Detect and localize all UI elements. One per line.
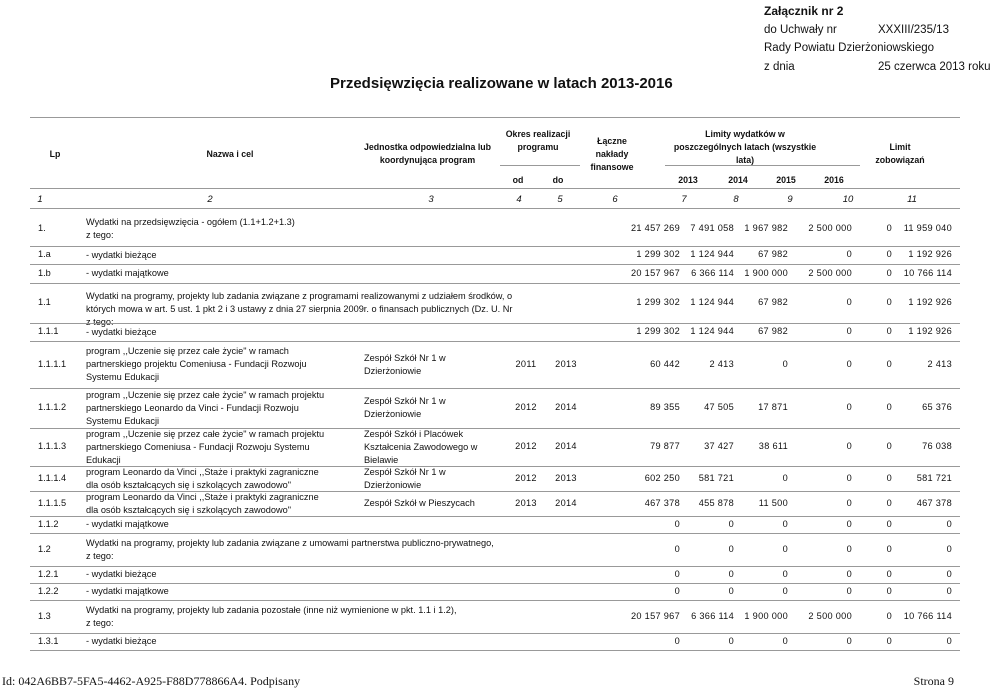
row-y2015: 2 500 000	[808, 610, 852, 621]
row-y2015: 0	[846, 585, 852, 596]
table-top-border	[30, 117, 960, 118]
page-number: Strona 9	[913, 674, 954, 688]
row-y2015: 0	[846, 402, 852, 412]
row-y2014: 0	[782, 358, 788, 369]
row-unit: Zespół Szkół Nr 1 w Dzierżoniowie	[364, 352, 446, 376]
row-y2016: 0	[886, 497, 892, 508]
row-limit: 467 378	[916, 497, 952, 508]
row-od: 2013	[515, 497, 537, 508]
row-divider	[30, 341, 960, 342]
row-total: 0	[674, 543, 680, 554]
row-limit: 581 721	[916, 472, 952, 483]
row-description: Wydatki na programy, projekty lub zadania związane z programami realizowanymi z udziałem środków, o których mowa w art. 5 ust. 1 pkt 2 i 3 ustawy z dnia 27 sierpnia 2009r. o finansach publicznych (Dz. U. Nr z tego:	[86, 291, 513, 327]
row-divider	[30, 264, 960, 265]
row-limit: 0	[946, 518, 952, 529]
row-y2015: 0	[846, 441, 852, 451]
resolution-number: XXXIII/235/13	[878, 23, 949, 36]
row-y2013: 6 366 114	[691, 267, 734, 278]
row-y2013: 37 427	[704, 441, 734, 451]
row-divider	[30, 533, 960, 534]
row-description: - wydatki bieżące	[86, 249, 157, 260]
col-num: 10	[842, 194, 854, 205]
row-total: 0	[674, 585, 680, 596]
header-2014: 2014	[728, 175, 748, 185]
row-y2013: 0	[728, 635, 734, 646]
row-total: 1 299 302	[636, 297, 680, 307]
row-y2016: 0	[886, 441, 892, 451]
row-y2014: 1 900 000	[744, 267, 788, 278]
row-y2015: 0	[846, 568, 852, 579]
row-y2013: 1 124 944	[690, 326, 734, 336]
row-total: 20 157 967	[631, 610, 680, 621]
row-y2014: 1 900 000	[744, 610, 788, 621]
row-lp: 1.1.1.5	[38, 497, 67, 508]
header-total: Łączne nakłady finansowe	[590, 136, 634, 172]
row-y2013: 0	[728, 568, 734, 579]
row-y2016: 0	[886, 585, 892, 596]
row-divider	[30, 516, 960, 517]
row-lp: 1.	[38, 222, 46, 233]
row-description: Wydatki na programy, projekty lub zadania pozostałe (inne niż wymienione w pkt. 1.1 i 1.2), z tego:	[86, 604, 457, 628]
row-limit: 0	[946, 543, 952, 554]
row-y2015: 0	[846, 543, 852, 554]
row-y2014: 0	[782, 568, 788, 579]
row-y2015: 0	[846, 635, 852, 646]
header-limit: Limit zobowiązań	[875, 142, 925, 165]
row-limit: 76 038	[922, 441, 952, 451]
row-y2015: 0	[846, 518, 852, 529]
period-divider	[500, 165, 580, 166]
row-y2014: 67 982	[758, 249, 788, 259]
row-y2015: 0	[846, 497, 852, 508]
row-limit: 1 192 926	[908, 249, 952, 259]
col-num: 6	[612, 194, 618, 205]
row-y2014: 0	[782, 472, 788, 483]
row-total: 0	[674, 518, 680, 529]
row-y2013: 0	[728, 585, 734, 596]
row-y2016: 0	[886, 249, 892, 259]
row-description: - wydatki majątkowe	[86, 268, 169, 278]
annex-title: Załącznik nr 2	[764, 4, 844, 18]
row-od: 2012	[515, 441, 537, 451]
row-y2015: 2 500 000	[808, 267, 852, 278]
row-total: 467 378	[644, 497, 680, 508]
row-y2016: 0	[886, 402, 892, 412]
row-divider	[30, 600, 960, 601]
row-lp: 1.1.1.1	[38, 358, 67, 369]
row-total: 89 355	[650, 402, 680, 412]
row-divider	[30, 566, 960, 567]
row-description: - wydatki bieżące	[86, 569, 157, 579]
row-total: 1 299 302	[636, 249, 680, 259]
row-lp: 1.1.1.4	[38, 472, 67, 483]
row-total: 79 877	[650, 441, 680, 451]
row-do: 2014	[555, 402, 577, 412]
row-y2015: 2 500 000	[808, 222, 852, 233]
row-y2015: 0	[846, 326, 852, 336]
col-num: 5	[557, 194, 563, 205]
row-y2014: 67 982	[758, 326, 788, 336]
row-y2013: 1 124 944	[690, 297, 734, 307]
row-description: program Leonardo da Vinci ,,Staże i praktyki zagraniczne dla osób kształcących się i szkolących zawodowo"	[86, 467, 319, 490]
row-unit: Zespół Szkół i Placówek Kształcenia Zawodowego w Bielawie	[364, 429, 478, 465]
row-limit: 11 959 040	[903, 222, 952, 233]
row-do: 2013	[555, 472, 577, 483]
row-unit: Zespół Szkół Nr 1 w Dzierżoniowie	[364, 396, 446, 419]
row-y2013: 7 491 058	[690, 222, 734, 233]
row-limit: 2 413	[927, 358, 952, 369]
row-y2015: 0	[846, 297, 852, 307]
row-od: 2012	[515, 402, 537, 412]
limits-divider	[665, 165, 860, 166]
resolution-label: do Uchwały nr	[764, 23, 837, 36]
row-do: 2013	[555, 358, 577, 369]
col-num: 2	[207, 194, 213, 205]
row-lp: 1.2	[38, 543, 51, 554]
row-total: 60 442	[650, 358, 680, 369]
row-limit: 0	[946, 568, 952, 579]
row-divider	[30, 246, 960, 247]
row-description: - wydatki bieżące	[86, 636, 157, 646]
row-od: 2011	[515, 358, 537, 369]
header-unit: Jednostka odpowiedzialna lub koordynująca program	[363, 142, 492, 165]
row-lp: 1.a	[38, 249, 51, 259]
row-lp: 1.1.1.2	[38, 402, 67, 412]
row-lp: 1.1.1	[38, 326, 59, 336]
row-limit: 10 766 114	[903, 267, 952, 278]
header-period: Okres realizacji programu	[505, 129, 571, 152]
row-y2016: 0	[886, 472, 892, 483]
annex-header	[764, 2, 991, 76]
document-id: Id: 042A6BB7-5FA5-4462-A925-F88D778866A4. Podpisany	[2, 674, 301, 688]
row-total: 0	[674, 635, 680, 646]
row-y2016: 0	[886, 518, 892, 529]
row-description: - wydatki majątkowe	[86, 586, 169, 596]
date-label: z dnia	[764, 60, 795, 73]
row-lp: 1.3.1	[38, 635, 59, 646]
row-y2013: 455 878	[698, 497, 734, 508]
row-limit: 0	[946, 585, 952, 596]
row-y2016: 0	[886, 326, 892, 336]
date-value: 25 czerwca 2013 roku	[878, 60, 991, 73]
header-bottom-border	[30, 188, 960, 189]
row-limit: 10 766 114	[903, 610, 952, 621]
col-num: 1	[37, 194, 43, 205]
col-num: 7	[681, 194, 687, 205]
row-limit: 65 376	[922, 402, 952, 412]
row-y2014: 38 611	[758, 441, 788, 451]
row-od: 2012	[515, 472, 537, 483]
row-do: 2014	[555, 441, 577, 451]
row-y2013: 0	[728, 518, 734, 529]
row-divider	[30, 583, 960, 584]
row-lp: 1.1.2	[38, 518, 59, 529]
row-unit: Zespół Szkół Nr 1 w Dzierżoniowie	[364, 467, 446, 490]
row-description: program Leonardo da Vinci ,,Staże i praktyki zagraniczne dla osób kształcących się i szkolących zawodowo"	[86, 492, 319, 515]
row-lp: 1.2.2	[38, 585, 59, 596]
header-limits: Limity wydatków w poszczególnych latach (wszystkie lata)	[673, 129, 817, 165]
row-y2016: 0	[886, 610, 892, 621]
col-num: 8	[733, 194, 739, 205]
header-2013: 2013	[678, 175, 698, 185]
row-y2014: 1 967 982	[744, 222, 788, 233]
row-y2013: 47 505	[704, 402, 734, 412]
row-y2014: 0	[782, 518, 788, 529]
row-y2015: 0	[846, 358, 852, 369]
row-y2014: 0	[782, 543, 788, 554]
header-do: do	[552, 175, 564, 185]
row-divider	[30, 650, 960, 651]
row-description: program ,,Uczenie się przez całe życie" w ramach projektu partnerskiego Comeniusa - Fundacji Rozwoju Systemu Edukacji	[86, 429, 325, 465]
col-num: 3	[428, 194, 434, 205]
row-divider	[30, 323, 960, 324]
row-description: Wydatki na programy, projekty lub zadania związane z umowami partnerstwa publiczno-prywatnego, z tego:	[86, 537, 494, 561]
date-line	[764, 58, 991, 77]
row-lp: 1.1	[38, 297, 51, 307]
row-y2016: 0	[886, 543, 892, 554]
numbers-bottom-border	[30, 208, 960, 209]
row-total: 1 299 302	[636, 326, 680, 336]
col-num: 11	[907, 194, 917, 205]
row-y2016: 0	[886, 568, 892, 579]
row-y2014: 0	[782, 585, 788, 596]
header-2016: 2016	[824, 175, 844, 185]
row-y2013: 1 124 944	[690, 249, 734, 259]
row-y2014: 11 500	[758, 497, 788, 508]
col-num: 9	[787, 194, 793, 205]
row-y2013: 6 366 114	[691, 610, 734, 621]
row-y2015: 0	[846, 249, 852, 259]
row-y2013: 0	[728, 543, 734, 554]
row-y2016: 0	[886, 635, 892, 646]
row-divider	[30, 633, 960, 634]
row-y2013: 2 413	[709, 358, 734, 369]
row-y2016: 0	[886, 267, 892, 278]
header-name: Nazwa i cel	[206, 149, 254, 159]
document-title: Przedsięwzięcia realizowane w latach 2013-2016	[330, 75, 673, 92]
row-description: program ,,Uczenie się przez całe życie" w ramach projektu partnerskiego Leonardo da Vinci - Fundacji Rozwoju Systemu Edukacji	[86, 389, 325, 426]
row-y2016: 0	[886, 222, 892, 233]
row-y2014: 0	[782, 635, 788, 646]
row-y2016: 0	[886, 297, 892, 307]
row-divider	[30, 283, 960, 284]
row-description: Wydatki na przedsięwzięcia - ogółem (1.1+1.2+1.3) z tego:	[86, 216, 295, 240]
row-lp: 1.2.1	[38, 568, 59, 579]
row-y2013: 581 721	[698, 472, 734, 483]
row-limit: 1 192 926	[908, 326, 952, 336]
row-lp: 1.1.1.3	[38, 441, 67, 451]
row-description: - wydatki majątkowe	[86, 519, 169, 529]
row-y2015: 0	[846, 472, 852, 483]
row-total: 21 457 269	[631, 222, 680, 233]
row-description: program ,,Uczenie się przez całe życie" w ramach partnerskiego projektu Comeniusa - Fundacji Rozwoju Systemu Edukacji	[86, 346, 307, 382]
row-description: - wydatki bieżące	[86, 326, 157, 337]
row-y2014: 67 982	[758, 297, 788, 307]
row-limit: 1 192 926	[908, 297, 952, 307]
row-lp: 1.b	[38, 267, 51, 278]
header-od: od	[512, 175, 524, 185]
row-total: 20 157 967	[631, 267, 680, 278]
council-line: Rady Powiatu Dzierżoniowskiego	[764, 42, 935, 54]
row-lp: 1.3	[38, 610, 51, 621]
row-do: 2014	[555, 497, 577, 508]
header-lp: Lp	[49, 149, 61, 159]
row-unit: Zespół Szkół w Pieszycach	[364, 498, 475, 508]
row-total: 602 250	[644, 472, 680, 483]
row-limit: 0	[946, 635, 952, 646]
row-total: 0	[674, 568, 680, 579]
row-y2014: 17 871	[758, 402, 788, 412]
row-y2016: 0	[886, 358, 892, 369]
col-num: 4	[516, 194, 522, 205]
header-2015: 2015	[776, 175, 796, 185]
resolution-line	[764, 21, 949, 40]
